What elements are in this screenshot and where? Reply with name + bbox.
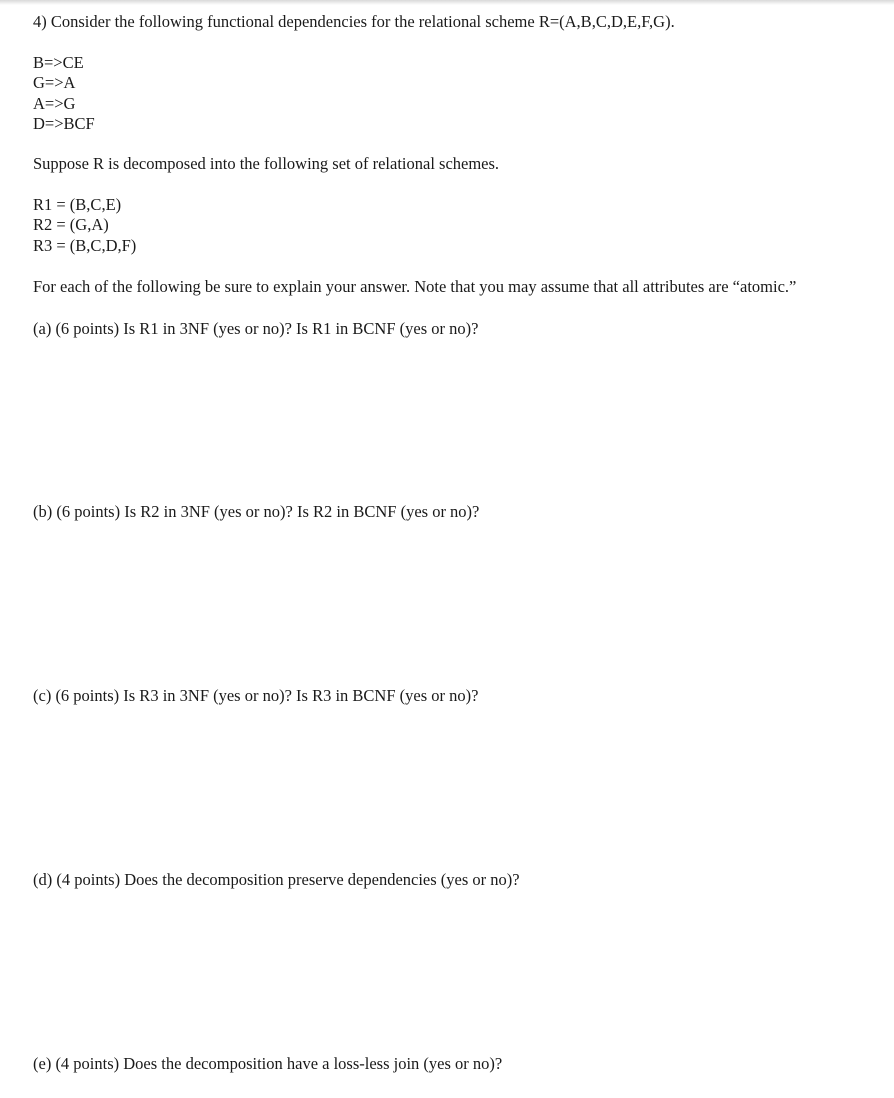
dependency-item: G=>A	[33, 73, 76, 92]
dependency-item: B=>CE	[33, 53, 84, 72]
scheme-item: R3 = (B,C,D,F)	[33, 236, 137, 255]
dependency-item: D=>BCF	[33, 114, 95, 133]
question-part-c: (c) (6 points) Is R3 in 3NF (yes or no)? Is R3 in BCNF (yes or no)?	[33, 686, 479, 705]
question-part-e: (e) (4 points) Does the decomposition have a loss-less join (yes or no)?	[33, 1054, 503, 1073]
instructions: For each of the following be sure to explain your answer. Note that you may assume that all attributes are “atomic.”	[33, 277, 797, 296]
scheme-item: R2 = (G,A)	[33, 215, 109, 234]
scheme-item: R1 = (B,C,E)	[33, 195, 122, 214]
decomposition-intro: Suppose R is decomposed into the following set of relational schemes.	[33, 154, 500, 173]
question-intro: 4) Consider the following functional dependencies for the relational scheme R=(A,B,C,D,E,F,G).	[33, 12, 675, 31]
question-part-a: (a) (6 points) Is R1 in 3NF (yes or no)? Is R1 in BCNF (yes or no)?	[33, 319, 479, 338]
page-top-shadow	[0, 0, 894, 5]
dependency-item: A=>G	[33, 94, 76, 113]
question-part-d: (d) (4 points) Does the decomposition preserve dependencies (yes or no)?	[33, 870, 520, 889]
question-part-b: (b) (6 points) Is R2 in 3NF (yes or no)? Is R2 in BCNF (yes or no)?	[33, 502, 480, 521]
